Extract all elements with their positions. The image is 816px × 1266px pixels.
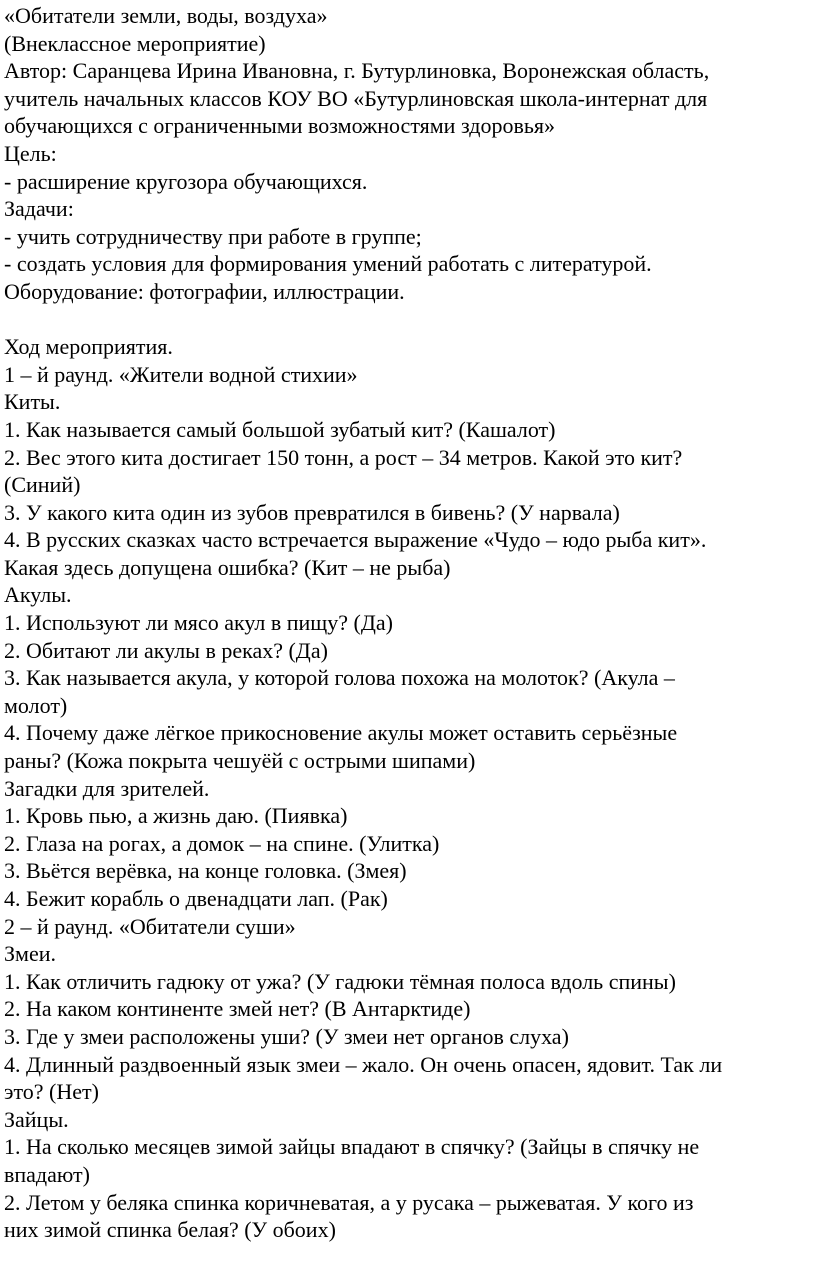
- blank-line: [4, 306, 816, 334]
- text-line: 3. Где у змеи расположены уши? (У змеи нет органов слуха): [4, 1023, 569, 1049]
- text-line: 2. На каком континенте змей нет? (В Антарктиде): [4, 996, 471, 1022]
- text-line: обучающихся с ограниченными возможностями здоровья»: [4, 113, 555, 139]
- text-line: Оборудование: фотографии, иллюстрации.: [4, 278, 405, 304]
- text-line: Задачи:: [4, 196, 74, 222]
- text-line: учитель начальных классов КОУ ВО «Бутурлиновская школа-интернат для: [4, 85, 708, 111]
- text-line: 2 – й раунд. «Обитатели суши»: [4, 913, 296, 939]
- text-line: впадают): [4, 1161, 90, 1187]
- text-line: 2. Вес этого кита достигает 150 тонн, а рост – 34 метров. Какой это кит?: [4, 444, 683, 470]
- text-line: 3. Как называется акула, у которой голова похожа на молоток? (Акула –: [4, 665, 675, 691]
- text-line: Ход мероприятия.: [4, 334, 173, 360]
- text-line: 1. Как отличить гадюку от ужа? (У гадюки тёмная полоса вдоль спины): [4, 968, 676, 994]
- text-line: это? (Нет): [4, 1079, 99, 1105]
- text-line: 3. У какого кита один из зубов превратился в бивень? (У нарвала): [4, 499, 620, 525]
- text-line: 1. Используют ли мясо акул в пищу? (Да): [4, 610, 393, 636]
- text-line: 2. Глаза на рогах, а домок – на спине. (Улитка): [4, 830, 440, 856]
- text-line: Какая здесь допущена ошибка? (Кит – не рыба): [4, 554, 451, 580]
- text-line: 4. Длинный раздвоенный язык змеи – жало. Он очень опасен, ядовит. Так ли: [4, 1051, 723, 1077]
- text-line: 4. Почему даже лёгкое прикосновение акулы может оставить серьёзные: [4, 720, 678, 746]
- text-line: Акулы.: [4, 582, 72, 608]
- text-line: молот): [4, 692, 68, 718]
- text-line: Змеи.: [4, 941, 56, 967]
- text-line: 4. В русских сказках часто встречается выражение «Чудо – юдо рыба кит».: [4, 527, 707, 553]
- text-line: 1 – й раунд. «Жители водной стихии»: [4, 361, 358, 387]
- text-line: 1. Как называется самый большой зубатый кит? (Кашалот): [4, 416, 556, 442]
- text-line: 1. Кровь пью, а жизнь даю. (Пиявка): [4, 803, 348, 829]
- text-line: - расширение кругозора обучающихся.: [4, 168, 368, 194]
- text-line: «Обитатели земли, воды, воздуха»: [4, 3, 328, 28]
- text-line: них зимой спинка белая? (У обоих): [4, 1217, 336, 1243]
- text-line: Загадки для зрителей.: [4, 775, 210, 801]
- text-line: Автор: Саранцева Ирина Ивановна, г. Бутурлиновка, Воронежская область,: [4, 58, 710, 84]
- text-line: раны? (Кожа покрыта чешуёй с острыми шипами): [4, 748, 476, 774]
- text-line: Киты.: [4, 389, 61, 415]
- text-line: 1. На сколько месяцев зимой зайцы впадают в спячку? (Зайцы в спячку не: [4, 1134, 700, 1160]
- text-line: Зайцы.: [4, 1106, 69, 1132]
- text-line: 2. Обитают ли акулы в реках? (Да): [4, 637, 328, 663]
- text-line: (Синий): [4, 472, 81, 498]
- text-line: 3. Вьётся верёвка, на конце головка. (Змея): [4, 858, 407, 884]
- text-line: 4. Бежит корабль о двенадцати лап. (Рак): [4, 886, 388, 911]
- text-line: - создать условия для формирования умений работать с литературой.: [4, 251, 652, 277]
- text-line: 2. Летом у беляка спинка коричневатая, а у русака – рыжеватая. У кого из: [4, 1189, 694, 1215]
- text-line: - учить сотрудничеству при работе в группе;: [4, 223, 422, 249]
- text-line: Цель:: [4, 140, 57, 166]
- document-body: [4, 2, 816, 1244]
- text-line: (Внеклассное мероприятие): [4, 30, 266, 56]
